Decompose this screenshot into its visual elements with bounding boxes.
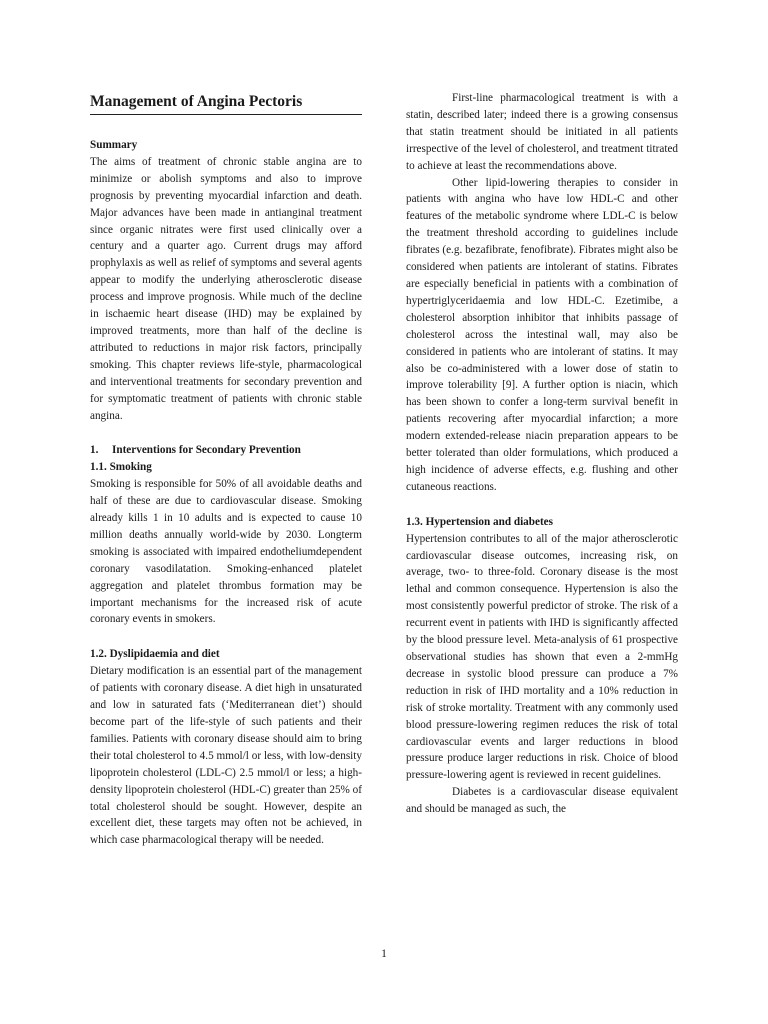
dyslipidaemia-paragraph: Dietary modification is an essential part of the management of patients with coronary disease. A diet high in unsaturated and low in saturated fats (‘Mediterranean diet’) should become part of the life-style of such patients and their families. Patients with coronary disease should aim to bring their total cholesterol to 4.5 mmol/l or less, with low-density lipoprotein cholesterol (LDL-C) 2.5 mmol/l or less; a high-density lipoprotein cholesterol (HDL-C) greater than 25% of total cholesterol should be sought. However, despite an excellent diet, these targets may often not be achieved, in which case pharmacological therapy will be needed. [90,665,362,847]
summary-paragraph: The aims of treatment of chronic stable angina are to minimize or abolish symptoms and also to improve prognosis by preventing myocardial infarction and death. Major advances have been made in antianginal treatment since organic nitrates were first used clinically over a century and a quarter ago. Current drugs may afford prophylaxis as well as relief of symptoms and several agents appear to modify the underlying atherosclerotic disease process and improve prognosis. While much of the decline in ischaemic heart disease (IHD) may be explained by improved treatments, more than half of the decline is attributed to reductions in major risk factors, principally smoking. This chapter reviews life-style, pharmacological and interventional treatments for secondary prevention and for symptomatic treatment of patients with chronic stable angina. [90,155,362,422]
smoking-paragraph: Smoking is responsible for 50% of all avoidable deaths and half of these are due to cardiovascular disease. Smoking already kills 1 in 10 adults and is expected to cause 10 million deaths annually world-wide by 2030. Longterm smoking is associated with impaired endotheliumdependent coronary vasodilatation. Smoking-enhanced platelet aggregation and platelet thrombus formation may be important mechanisms for the increased risk of acute coronary events in smokers. [90,478,362,626]
left-column [90,92,362,849]
section-1-3-heading: 1.3. Hypertension and diabetes [406,515,554,528]
section-1-1-heading: 1.1. Smoking [90,461,152,474]
statin-paragraph: First-line pharmacological treatment is with a statin, described later; indeed there is a growing consensus that statin treatment should be initiated in all patients irrespective of the level of cholesterol, and treatment titrated to achieve at least the recommendations above. [406,92,678,172]
section-1-title: Interventions for Secondary Prevention [112,444,301,457]
summary-heading: Summary [90,139,138,151]
section-1-heading [90,442,362,459]
document-title: Management of Angina Pectoris [90,92,362,115]
right-column [406,90,678,818]
section-1-2-heading: 1.2. Dyslipidaemia and diet [90,648,220,661]
page-number: 1 [381,948,387,960]
hypertension-paragraph: Hypertension contributes to all of the major atherosclerotic cardiovascular disease outcomes, increasing risk, on average, two- to three-fold. Coronary disease is the most lethal and common consequence. Hypertension is also the most consistently powerful predictor of stroke. The risk of a recurrent event in patients with IHD is significantly affected by the blood pressure level. Meta-analysis of 61 prospective observational studies has shown that even a 2-mmHg decrease in systolic blood pressure can produce a 7% reduction in risk of IHD mortality and a 10% reduction in risk of stroke mortality. Treatment with any commonly used blood pressure-lowering regimen reduces the risk of total cardiovascular events and larger reductions in blood pressure produce larger reductions in risk. Choice of blood pressure-lowering agent is reviewed in recent guidelines. [406,532,678,782]
section-1-number: 1. [90,444,99,457]
diabetes-paragraph: Diabetes is a cardiovascular disease equivalent and should be managed as such, the [406,786,678,816]
lipid-therapies-paragraph: Other lipid-lowering therapies to consider in patients with angina who have low HDL-C and other features of the metabolic syndrome where LDL-C is below the treatment threshold according to guidelines include fibrates (e.g. bezafibrate, fenofibrate). Fibrates might also be considered when patients are intolerant of statins. Fibrates are especially beneficial in patients with a combination of hypertriglyceridaemia and low HDL-C. Ezetimibe, a cholesterol absorption inhibitor that inhibits passage of cholesterol across the intestinal wall, may also be considered in patients who are intolerant of statins. It may also be co-administered with a lower dose of statin to improve tolerability [9]. A further option is niacin, which has been shown to confer a long-term survival benefit in patients recovering after myocardial infarction; a more modern extended-release niacin preparation appears to be better tolerated than older formulations, which produced a high incidence of adverse effects, e.g. flushing and other cutaneous reactions. [406,176,678,493]
